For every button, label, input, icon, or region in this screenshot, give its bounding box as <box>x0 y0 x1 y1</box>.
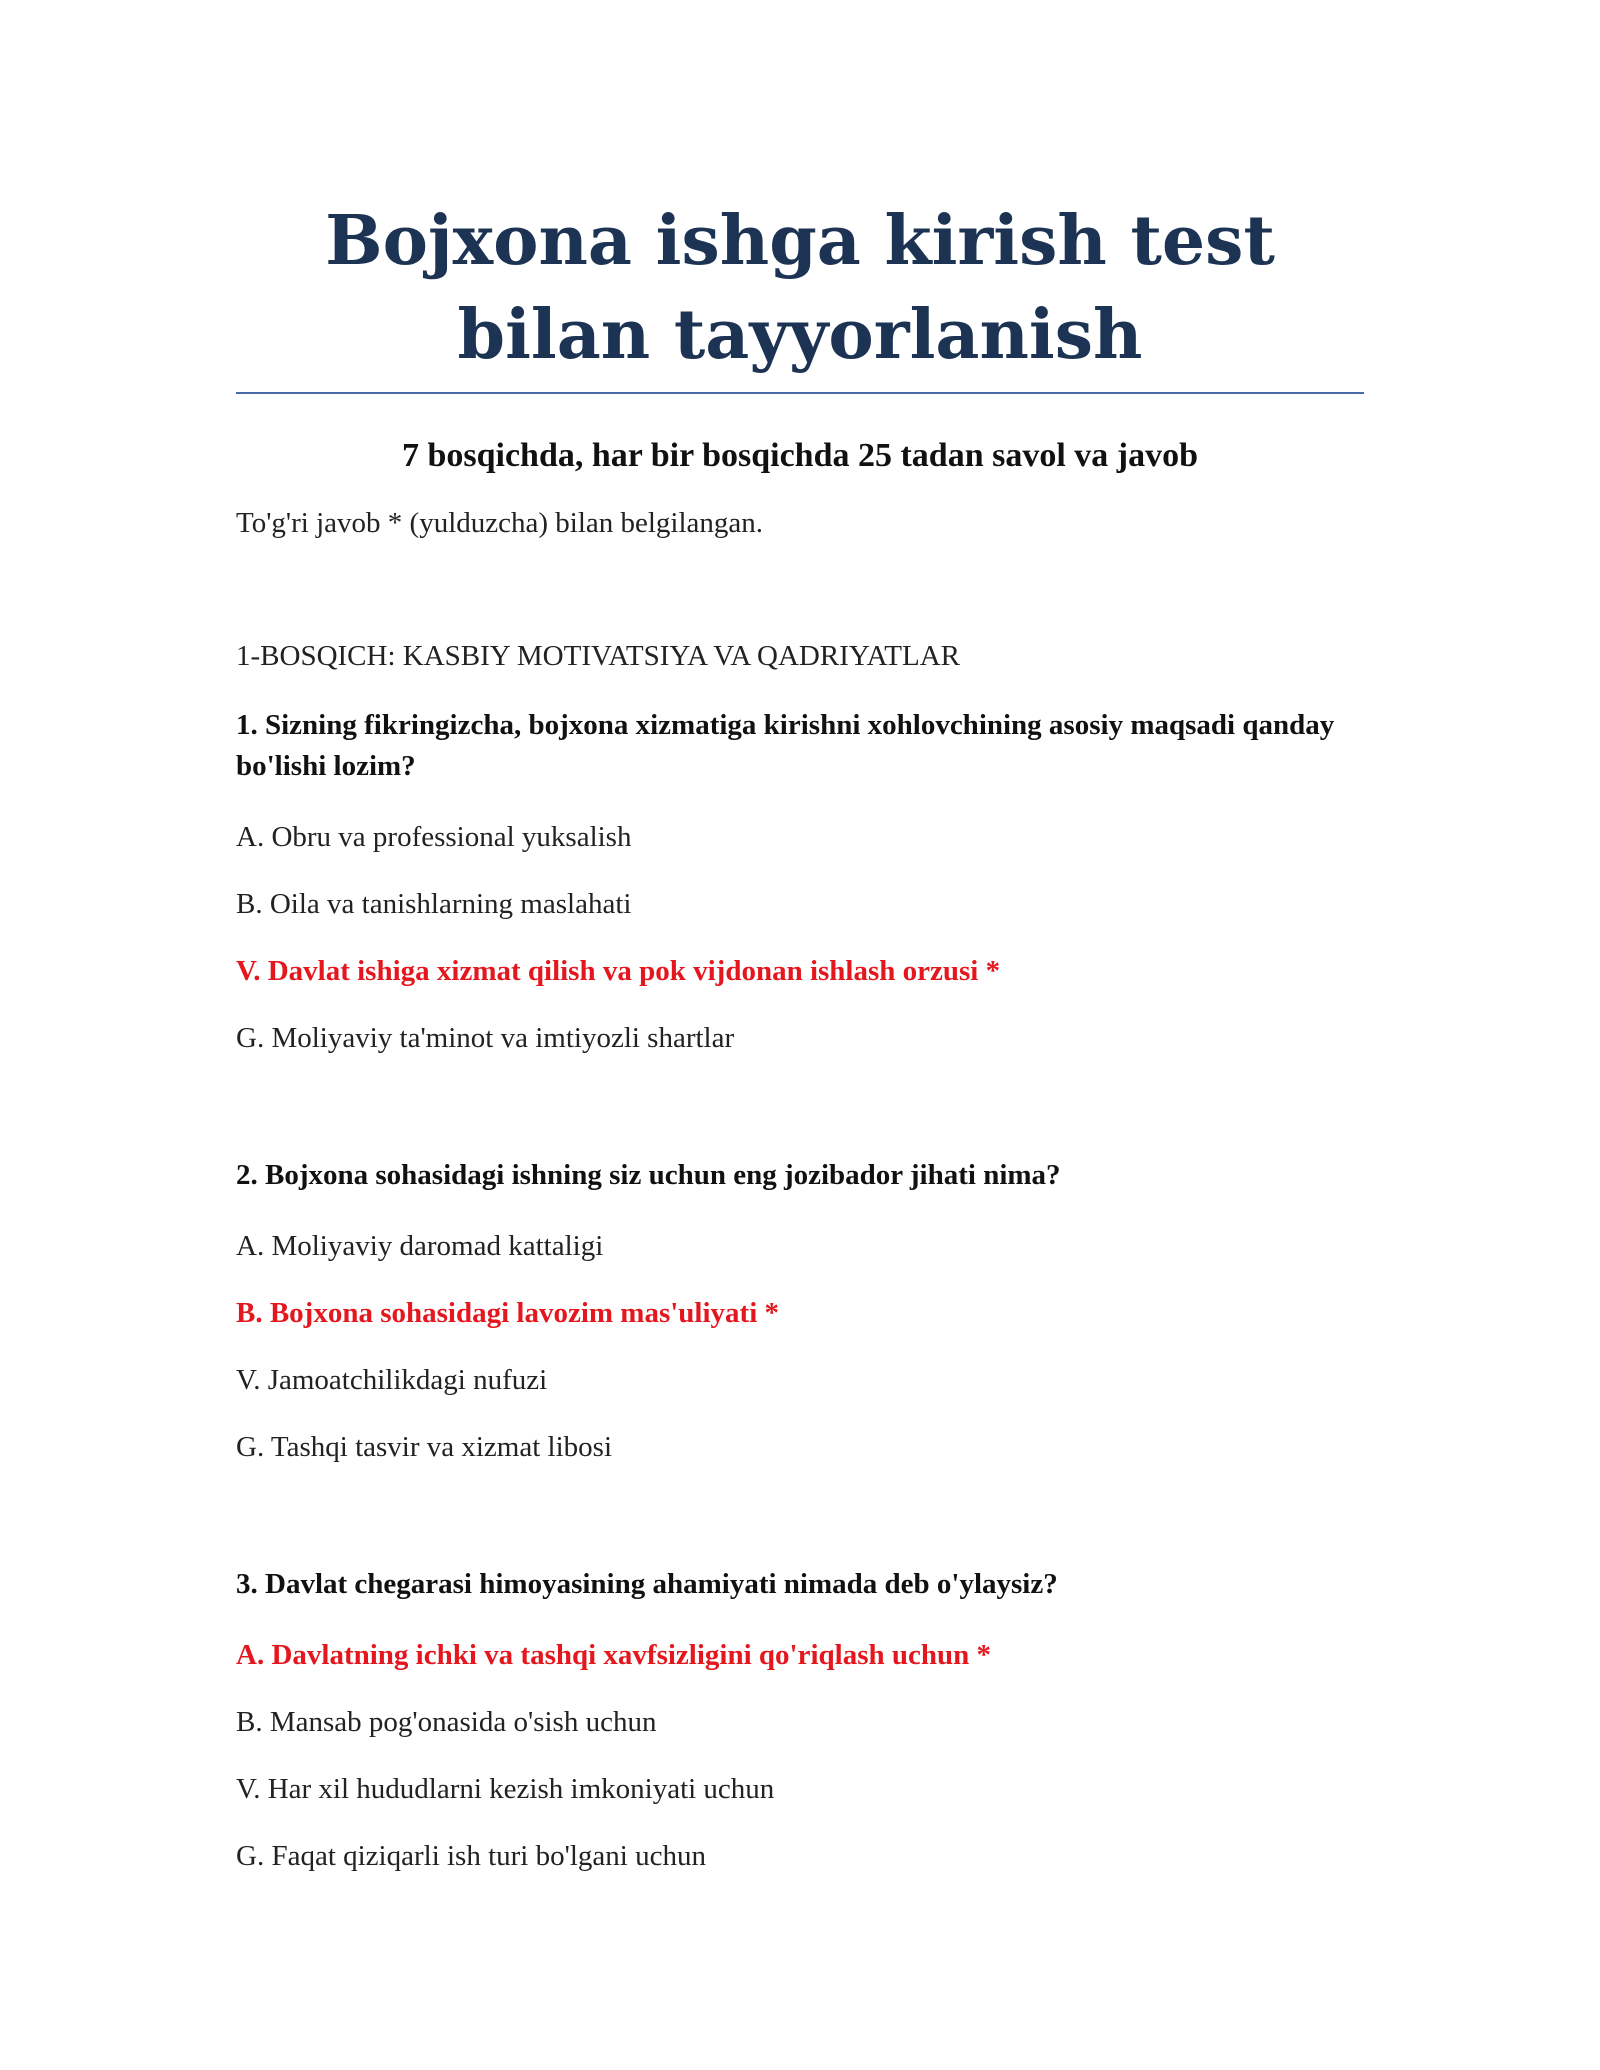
document-subtitle: 7 bosqichda, har bir bosqichda 25 tadan savol va javob <box>401 437 1199 474</box>
correct-answer-option: V. Davlat ishiga xizmat qilish va pok vijdonan ishlash orzusi * <box>236 955 1001 987</box>
document-page <box>236 0 1364 1873</box>
intro-note: To'g'ri javob * (yulduzcha) bilan belgilangan. <box>236 507 764 539</box>
answer-option: G. Tashqi tasvir va xizmat libosi <box>236 1431 612 1463</box>
answer-option: G. Moliyaviy ta'minot va imtiyozli shartlar <box>236 1022 735 1054</box>
question-2 <box>236 1155 1364 1464</box>
question-spacer <box>236 1055 1364 1155</box>
question-text: 2. Bojxona sohasidagi ishning siz uchun eng jozibador jihati nima? <box>236 1159 1061 1191</box>
stage-heading: 1-BOSQICH: KASBIY MOTIVATSIYA VA QADRIYATLAR <box>236 640 961 672</box>
document-title: Bojxona ishga kirish test bilan tayyorlanish <box>325 201 1275 375</box>
answer-option: G. Faqat qiziqarli ish turi bo'lgani uchun <box>236 1840 706 1872</box>
correct-answer-option: B. Bojxona sohasidagi lavozim mas'uliyati * <box>236 1297 780 1329</box>
answer-option: B. Oila va tanishlarning maslahati <box>236 888 632 920</box>
question-3 <box>236 1564 1364 1873</box>
question-text: 3. Davlat chegarasi himoyasining ahamiyati nimada deb o'ylaysiz? <box>236 1568 1058 1600</box>
answer-option: A. Moliyaviy daromad kattaligi <box>236 1230 604 1262</box>
answer-option: V. Har xil hududlarni kezish imkoniyati uchun <box>236 1773 775 1805</box>
correct-answer-option: A. Davlatning ichki va tashqi xavfsizligini qo'riqlash uchun * <box>236 1639 991 1671</box>
question-spacer <box>236 1464 1364 1564</box>
question-text: 1. Sizning fikringizcha, bojxona xizmatiga kirishni xohlovchining asosiy maqsadi qanday bo'lishi lozim? <box>236 709 1335 782</box>
answer-option: V. Jamoatchilikdagi nufuzi <box>236 1364 548 1396</box>
answer-option: A. Obru va professional yuksalish <box>236 821 632 853</box>
answer-option: B. Mansab pog'onasida o'sish uchun <box>236 1706 657 1738</box>
title-divider <box>236 392 1364 394</box>
question-1 <box>236 705 1364 1055</box>
